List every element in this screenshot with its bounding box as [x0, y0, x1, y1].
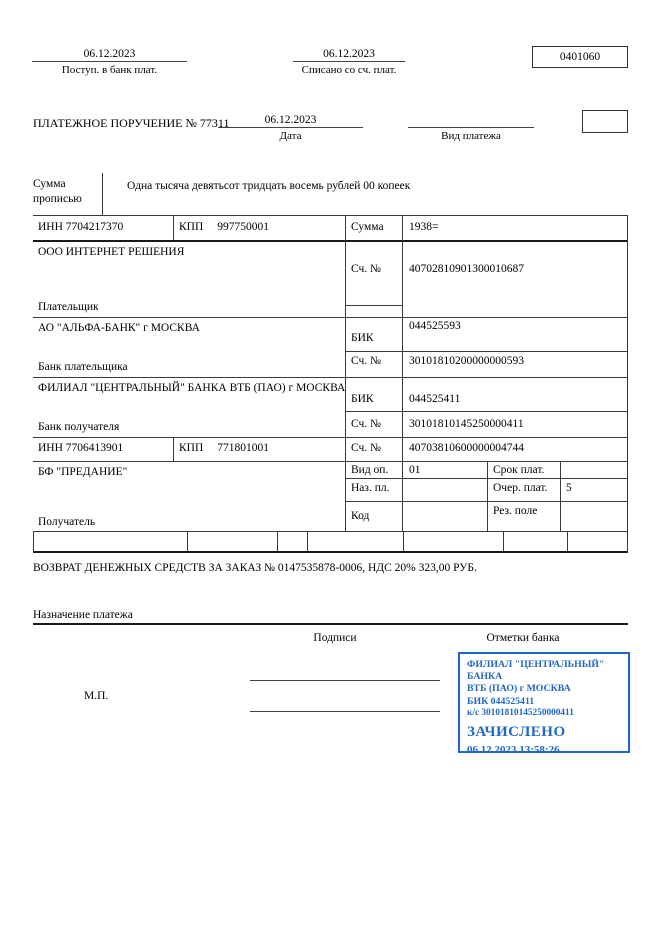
rez-pole-label: Рез. поле	[493, 505, 538, 517]
table-line	[33, 461, 628, 462]
stamp-bik: БИК 044525411	[467, 695, 535, 707]
payee-bank-account-label: Сч. №	[351, 418, 382, 430]
payer-inn: ИНН 7704217370	[38, 221, 124, 233]
form-code: 0401060	[559, 51, 601, 63]
mp-label: М.П.	[84, 690, 109, 702]
bank-stamp	[458, 652, 630, 757]
table-line	[627, 215, 628, 553]
payee-kpp: КПП 771801001	[179, 442, 270, 454]
table-line	[567, 531, 568, 551]
bank-marks-label: Отметки банка	[486, 632, 560, 644]
payee-bank-name: ФИЛИАЛ "ЦЕНТРАЛЬНЫЙ" БАНКА ВТБ (ПАО) г МОСКВА	[38, 382, 346, 394]
table-line	[33, 215, 628, 216]
payment-type-label: Вид платежа	[441, 130, 501, 142]
table-line	[402, 215, 403, 531]
purpose-line	[33, 623, 628, 625]
payer-bank-account-label: Сч. №	[351, 355, 382, 367]
stamp-bank-name-line2: ВТБ (ПАО) г МОСКВА	[467, 683, 571, 695]
payee-label: Получатель	[38, 516, 96, 528]
debited-date-value: 06.12.2023	[293, 48, 405, 62]
table-line	[33, 437, 628, 438]
debited-date-field	[293, 48, 405, 76]
payee-account: 40703810600000004744	[409, 442, 524, 454]
amount-in-words-label: Сумма прописью	[33, 178, 82, 205]
table-line	[560, 461, 561, 531]
table-line	[33, 551, 628, 553]
stamp-status: ЗАЧИСЛЕНО	[467, 723, 566, 740]
payer-label: Плательщик	[38, 301, 99, 313]
table-line	[187, 531, 188, 551]
date-field	[218, 114, 363, 142]
table-line	[345, 305, 402, 306]
vid-op-label: Вид оп.	[351, 464, 389, 476]
naz-pl-label: Наз. пл.	[351, 482, 390, 494]
divider-line	[102, 173, 103, 215]
payer-bank-bik: 044525593	[409, 320, 461, 332]
table-line	[277, 531, 278, 551]
payee-inn: ИНН 7706413901	[38, 442, 124, 454]
payer-account: 40702810901300010687	[409, 263, 524, 275]
payee-name: БФ "ПРЕДАНИЕ"	[38, 466, 128, 478]
table-line	[307, 531, 308, 551]
table-line	[33, 377, 628, 378]
payee-bank-bik-label: БИК	[351, 393, 374, 405]
payee-account-label: Сч. №	[351, 442, 382, 454]
table-line	[403, 531, 404, 551]
stamp-corr-account: к/с 30101810145250000411	[467, 707, 574, 718]
received-date-label: Поступ. в банк плат.	[61, 64, 158, 76]
date-value: 06.12.2023	[218, 114, 363, 128]
date-label: Дата	[279, 130, 302, 142]
form-code-box	[532, 46, 628, 68]
table-line	[173, 215, 174, 240]
purpose-label: Назначение платежа	[33, 609, 133, 621]
vid-op-value: 01	[409, 464, 421, 476]
main-form-table	[33, 215, 628, 553]
stamp-datetime: 06.12.2023 13:58:26	[467, 744, 560, 757]
kod-label: Код	[351, 510, 370, 522]
payer-bank-account: 30101810200000000593	[409, 355, 524, 367]
purpose-text: ВОЗВРАТ ДЕНЕЖНЫХ СРЕДСТВ ЗА ЗАКАЗ № 0147535878-0006, НДС 20% 323,00 РУБ.	[33, 562, 477, 574]
status-box	[582, 110, 628, 133]
table-line	[345, 411, 628, 412]
received-date-value: 06.12.2023	[32, 48, 187, 62]
payment-type-value	[408, 114, 534, 128]
document-title: ПЛАТЕЖНОЕ ПОРУЧЕНИЕ № 77311	[33, 116, 230, 130]
ocher-plat-label: Очер. плат.	[493, 482, 548, 494]
payee-bank-account: 30101810145250000411	[409, 418, 524, 430]
stamp-bank-name-line1: ФИЛИАЛ "ЦЕНТРАЛЬНЫЙ" БАНКА	[467, 659, 605, 683]
table-line	[33, 317, 628, 318]
payment-type-field	[408, 114, 534, 142]
table-line	[345, 215, 346, 531]
payee-bank-label: Банк получателя	[38, 421, 120, 433]
sum-label: Сумма	[351, 221, 384, 233]
ocher-plat-value: 5	[566, 482, 572, 494]
signatures-label: Подписи	[313, 632, 357, 644]
table-line	[33, 531, 628, 532]
payer-bank-bik-label: БИК	[351, 332, 374, 344]
payer-bank-name: АО "АЛЬФА-БАНК" г МОСКВА	[38, 322, 200, 334]
amount-in-words: Одна тысяча девятьсот тридцать восемь рублей 00 копеек	[127, 180, 411, 192]
table-line	[487, 461, 488, 531]
table-line	[33, 240, 628, 242]
signature-line-2	[250, 711, 440, 712]
signature-line-1	[250, 680, 440, 681]
received-date-field	[32, 48, 187, 76]
table-line	[345, 351, 628, 352]
payee-bank-bik: 044525411	[409, 393, 461, 405]
srok-plat-label: Срок плат.	[493, 464, 545, 476]
payer-name: ООО ИНТЕРНЕТ РЕШЕНИЯ	[38, 246, 185, 258]
payer-account-label: Сч. №	[351, 263, 382, 275]
debited-date-label: Списано со сч. плат.	[301, 64, 397, 76]
table-line	[173, 437, 174, 461]
table-line	[503, 531, 504, 551]
payer-bank-label: Банк плательщика	[38, 361, 128, 373]
sum-value: 1938=	[409, 221, 439, 233]
table-line	[33, 531, 34, 551]
payer-kpp: КПП 997750001	[179, 221, 270, 233]
